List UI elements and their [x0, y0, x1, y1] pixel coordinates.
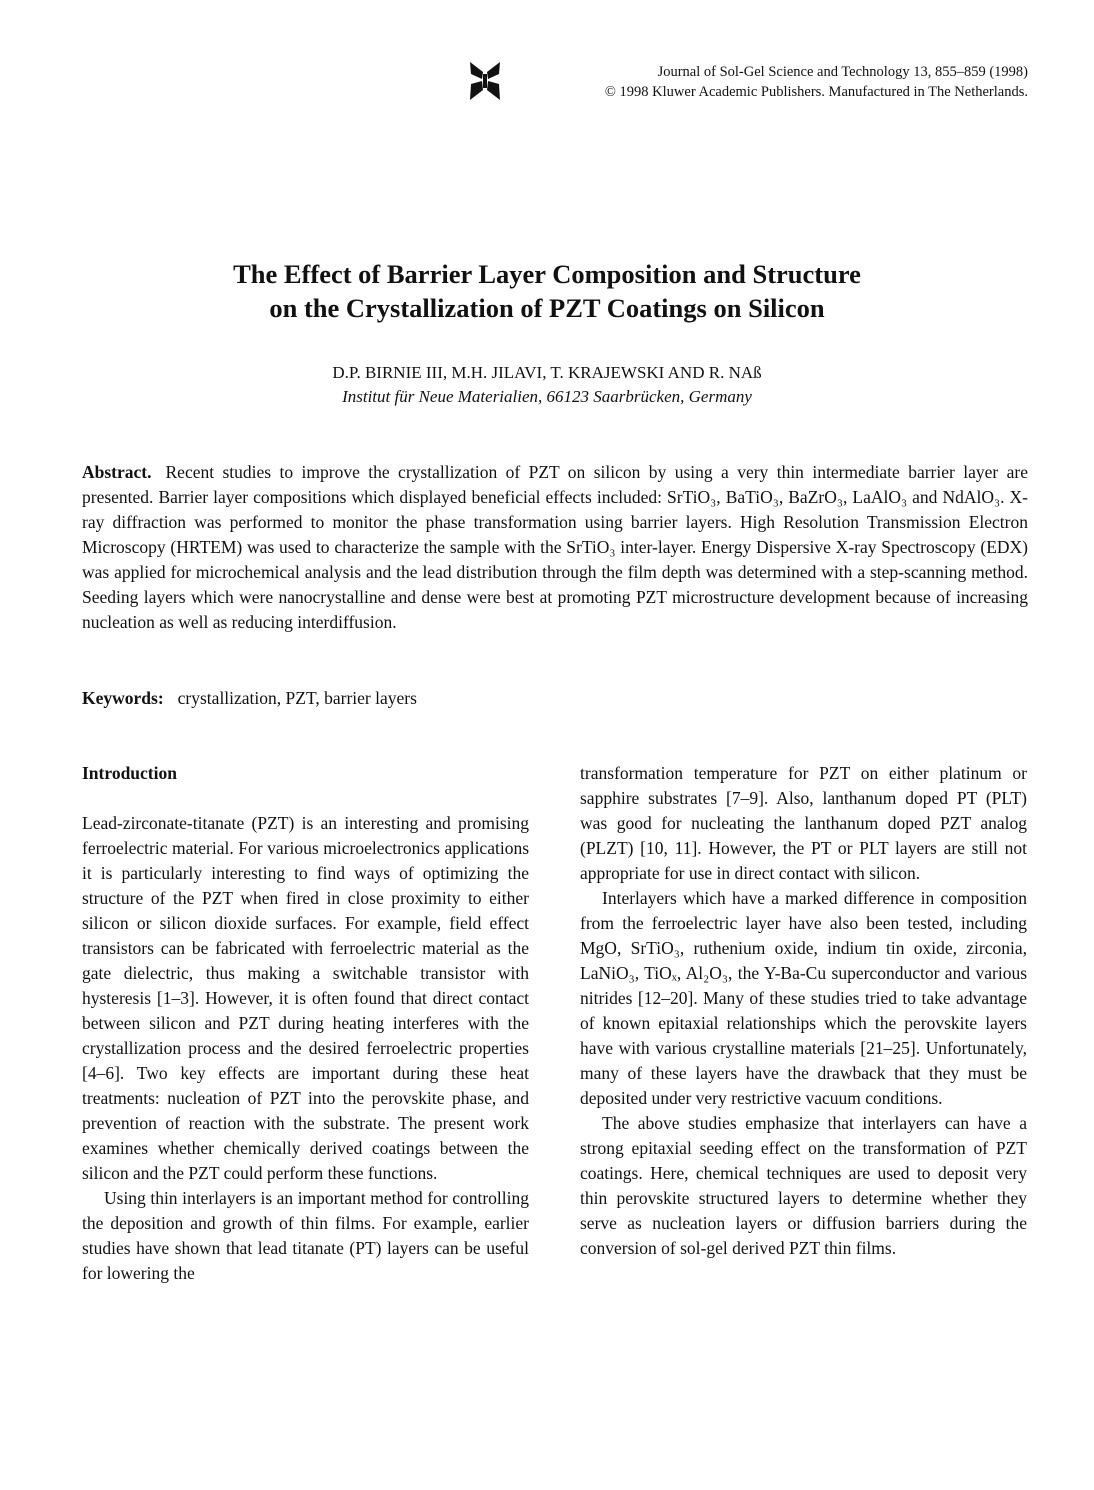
left-column [82, 761, 529, 1286]
body-paragraph: Lead-zirconate-titanate (PZT) is an interesting and promising ferroelectric material. For various microelectronics applications it is particularly interesting to find ways of optimizing the structure of the PZT when fired in close proximity to either silicon or silicon dioxide surfaces. For example, field effect transistors can be fabricated with ferroelectric material as the gate dielectric, thus making a switchable transistor with hysteresis [1–3]. However, it is often found that direct contact between silicon and PZT during heating interferes with the crystallization process and the desired ferroelectric properties [4–6]. Two key effects are important during these heat treatments: nucleation of PZT into the perovskite phase, and prevention of reaction with the substrate. The present work examines whether chemically derived coatings between the silicon and the PZT could perform these functions. [82, 813, 529, 1183]
title-line-2: on the Crystallization of PZT Coatings on Silicon [269, 293, 825, 323]
keywords-text: crystallization, PZT, barrier layers [177, 688, 417, 708]
journal-citation: Journal of Sol-Gel Science and Technology 13, 855–859 (1998) [657, 64, 1028, 80]
journal-header [468, 60, 1028, 110]
abstract [82, 460, 1028, 635]
title-line-1: The Effect of Barrier Layer Composition and Structure [233, 259, 861, 289]
publisher-logo-icon [468, 60, 502, 102]
body-paragraph: transformation temperature for PZT on either platinum or sapphire substrates [7–9]. Also, lanthanum doped PT (PLT) was good for nucleating the lanthanum doped PZT analog (PLZT) [10, 11]. However, the PT or PLT layers are still not appropriate for use in direct contact with silicon. [580, 763, 1027, 883]
abstract-label: Abstract. [82, 462, 152, 482]
body-paragraph: The above studies emphasize that interlayers can have a strong epitaxial seeding effect on the transformation of PZT coatings. Here, chemical techniques are used to deposit very thin perovskite structured layers to determine whether they serve as nucleation layers or diffusion barriers during the conversion of sol-gel derived PZT thin films. [580, 1113, 1027, 1258]
author-block [0, 361, 1094, 409]
keywords [82, 686, 1028, 711]
paper-title [0, 257, 1094, 325]
copyright-line: © 1998 Kluwer Academic Publishers. Manufactured in The Netherlands. [604, 84, 1028, 100]
abstract-text: Recent studies to improve the crystallization of PZT on silicon by using a very thin intermediate barrier layer are presented. Barrier layer compositions which displayed beneficial effects included: SrTiO₃, BaTiO₃, BaZrO₃, LaAlO₃ and NdAlO₃. X-ray diffraction was performed to monitor the phase transformation using barrier layers. High Resolution Transmission Electron Microscopy (HRTEM) was used to characterize the sample with the SrTiO₃ inter-layer. Energy Dispersive X-ray Spectroscopy (EDX) was applied for microchemical analysis and the lead distribution through the film depth was determined with a step-scanning method. Seeding layers which were nanocrystalline and dense were best at promoting PZT microstructure development because of increasing nucleation as well as reducing interdiffusion. [82, 462, 1028, 632]
section-heading-introduction: Introduction [82, 763, 177, 783]
right-column [580, 761, 1027, 1261]
keywords-label: Keywords: [82, 688, 164, 708]
body-paragraph: Interlayers which have a marked difference in composition from the ferroelectric layer have also been tested, including MgO, SrTiO₃, ruthenium oxide, indium tin oxide, zirconia, LaNiO₃, TiOₓ, Al₂O₃, the Y-Ba-Cu superconductor and various nitrides [12–20]. Many of these studies tried to take advantage of known epitaxial relationships which the perovskite layers have with various crystalline materials [21–25]. Unfortunately, many of these layers have the drawback that they must be deposited under very restrictive vacuum conditions. [580, 888, 1027, 1108]
author-names: D.P. BIRNIE III, M.H. JILAVI, T. KRAJEWSKI AND R. NAß [332, 363, 762, 382]
body-paragraph: Using thin interlayers is an important method for controlling the deposition and growth of thin films. For example, earlier studies have shown that lead titanate (PT) layers can be useful for lowering the [82, 1188, 529, 1283]
affiliation: Institut für Neue Materialien, 66123 Saarbrücken, Germany [342, 387, 752, 406]
